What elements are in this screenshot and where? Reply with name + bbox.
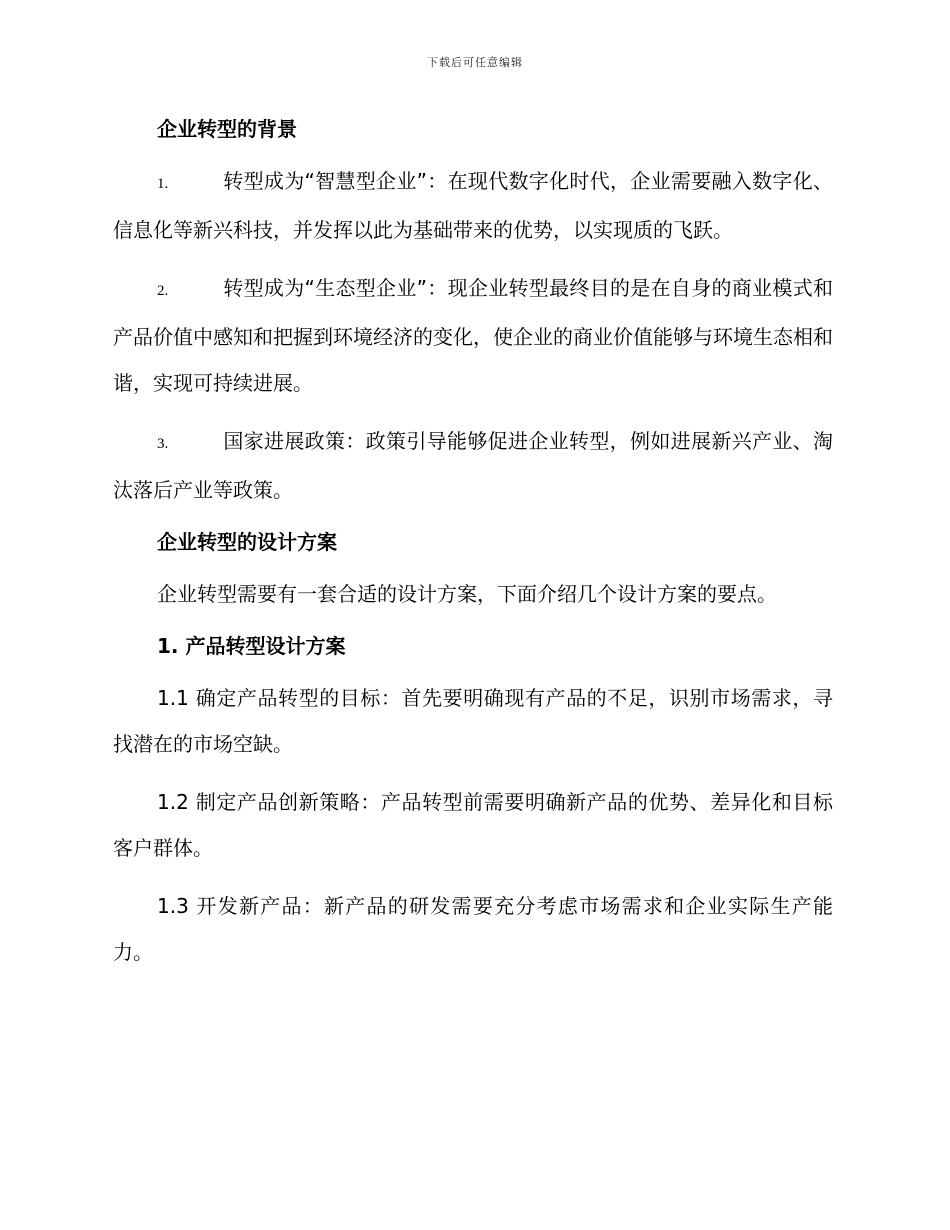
paragraph-1-2: 1.2 制定产品创新策略：产品转型前需要明确新产品的优势、差异化和目标客户群体。 bbox=[113, 790, 833, 860]
section-heading-design: 企业转型的设计方案 bbox=[157, 530, 337, 554]
list-item-text: 国家进展政策：政策引导能够促进企业转型，例如进展新兴产业、淘汰落后产业等政策。 bbox=[113, 429, 833, 502]
paragraph-1-1: 1.1 确定产品转型的目标：首先要明确现有产品的不足，识别市场需求，寻找潜在的市场空缺。 bbox=[113, 686, 833, 756]
section-heading-background: 企业转型的背景 bbox=[157, 117, 297, 141]
list-number: 3. bbox=[157, 436, 169, 452]
list-number: 1. bbox=[157, 176, 169, 192]
list-number: 2. bbox=[157, 283, 169, 299]
list-item-2 bbox=[113, 265, 833, 406]
list-item-3 bbox=[113, 418, 833, 513]
document-body bbox=[113, 112, 833, 987]
list-item-text: 转型成为“智慧型企业”：在现代数字化时代，企业需要融入数字化、信息化等新兴科技，并发挥以此为基础带来的优势，以实现质的飞跃。 bbox=[113, 169, 833, 242]
subsection-heading-product: 1. 产品转型设计方案 bbox=[157, 634, 346, 658]
header-note: 下载后可任意编辑 bbox=[427, 56, 523, 69]
list-item-text: 转型成为“生态型企业”：现企业转型最终目的是在自身的商业模式和产品价值中感知和把握到环境经济的变化，使企业的商业价值能够与环境生态相和谐，实现可持续进展。 bbox=[113, 276, 833, 395]
paragraph-1-3: 1.3 开发新产品：新产品的研发需要充分考虑市场需求和企业实际生产能力。 bbox=[113, 894, 833, 964]
design-intro-paragraph: 企业转型需要有一套合适的设计方案，下面介绍几个设计方案的要点。 bbox=[157, 582, 777, 606]
list-item-1 bbox=[113, 158, 833, 253]
